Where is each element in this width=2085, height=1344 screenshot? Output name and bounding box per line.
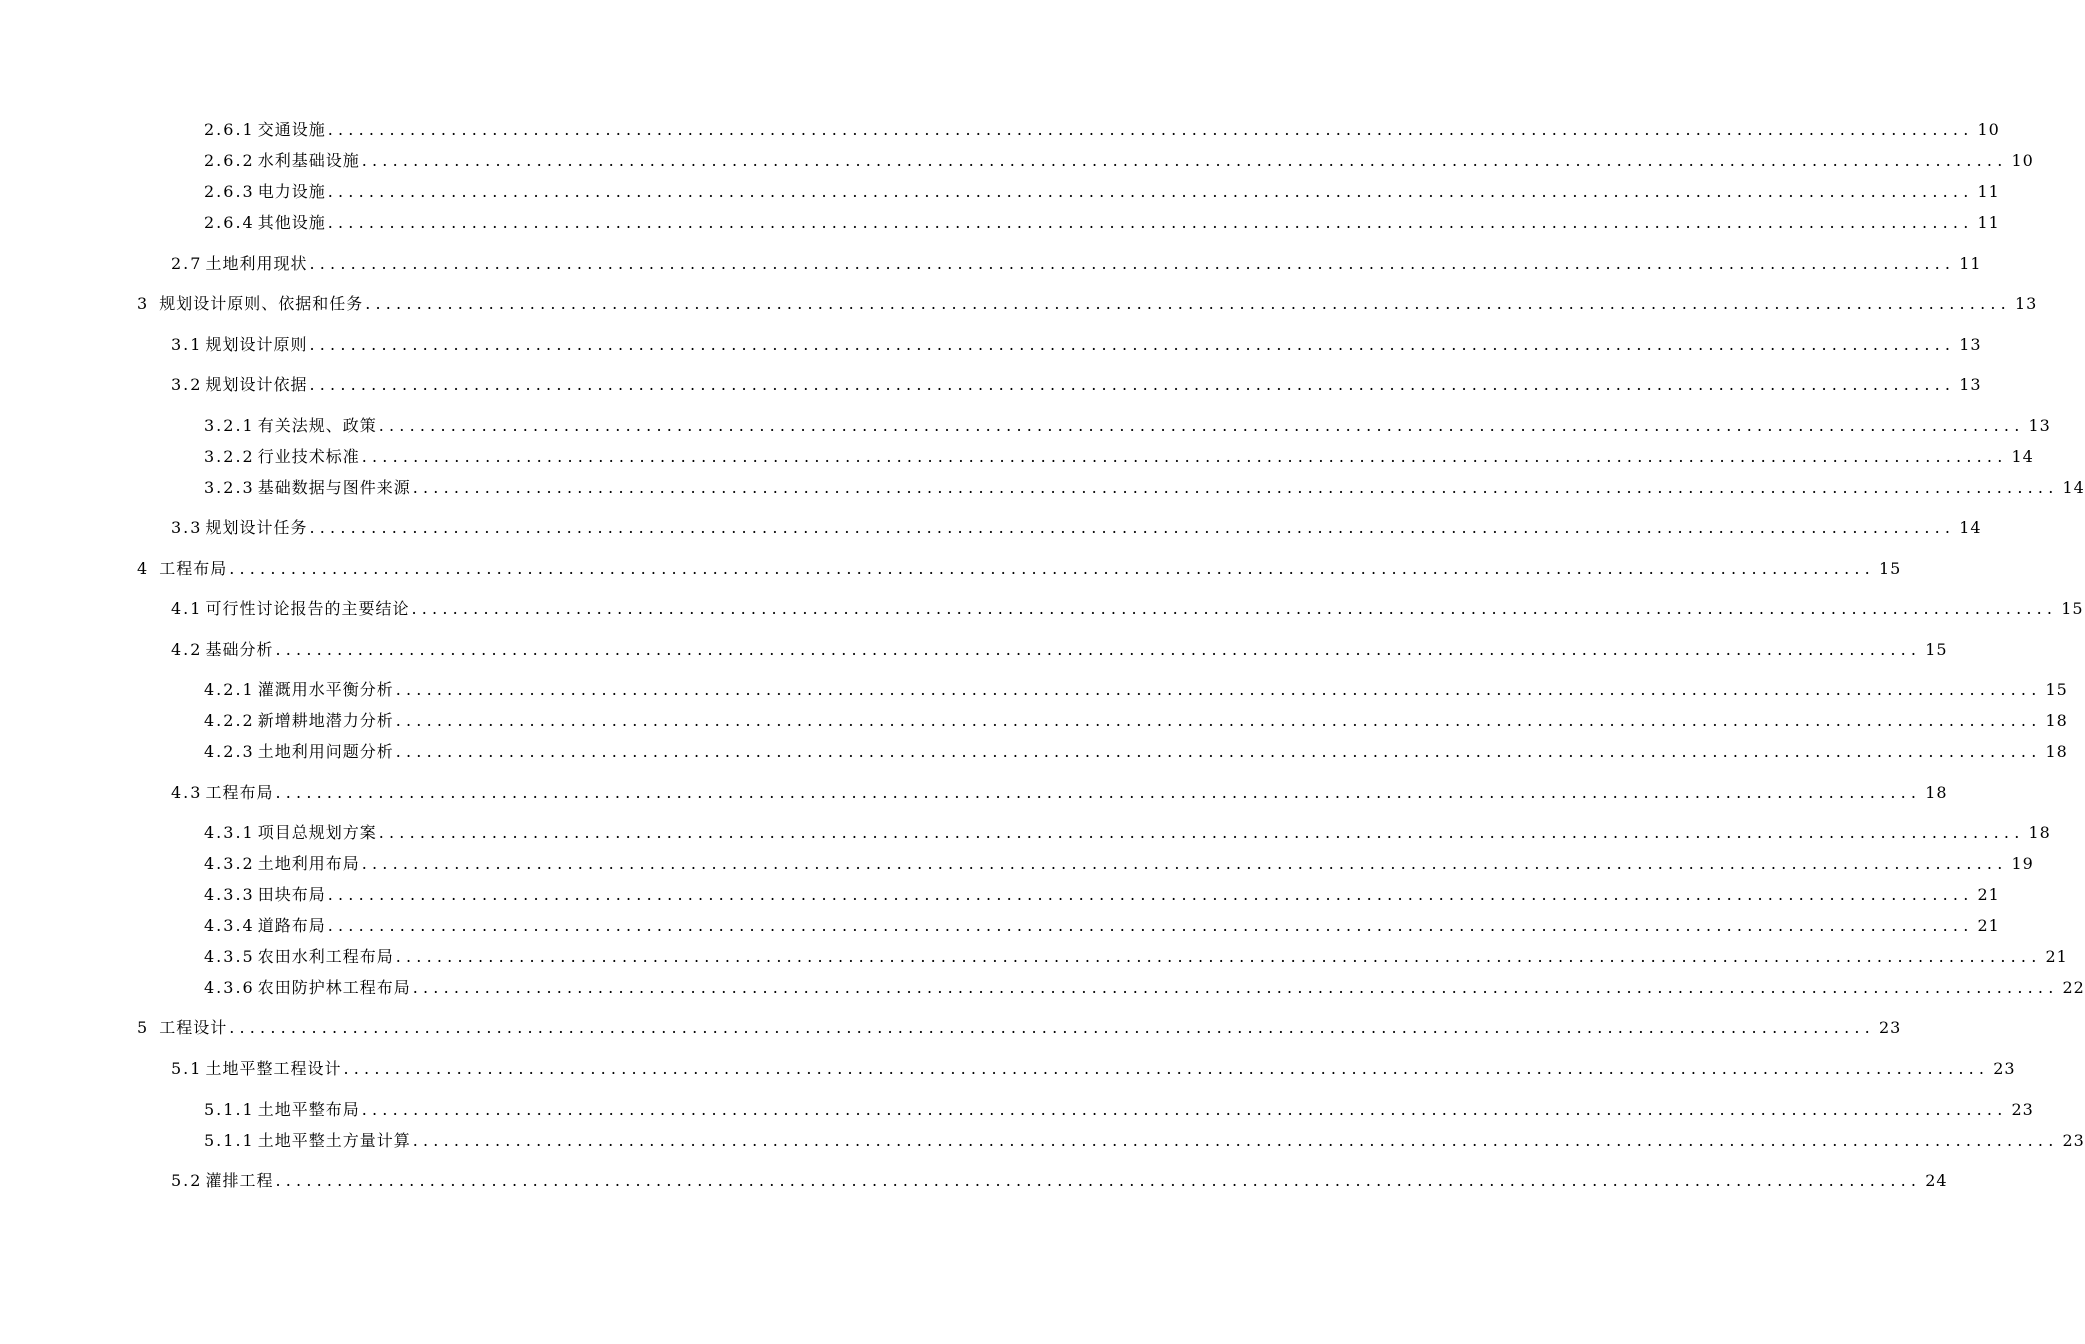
toc-leader-dots: ................................................................................................................................................................ [327,916,1974,935]
toc-entry-number: 3.2 [171,375,203,394]
toc-leader-dots: ................................................................................................................................................................ [309,375,1956,394]
toc-entry-title: 行业技术标准 [257,447,360,466]
toc-entry-title: 电力设施 [257,182,326,201]
toc-entry-title: 田块布局 [257,885,326,904]
toc-leader-dots: ................................................................................................................................................................ [395,680,2042,699]
toc-entry[interactable] [204,213,2000,233]
toc-leader-dots: ................................................................................................................................................................ [229,559,1875,578]
toc-entry[interactable] [171,783,1948,803]
toc-entry-number: 3.2.2 [204,447,255,466]
toc-entry-title: 工程布局 [159,559,228,578]
toc-entry-page: 18 [2045,711,2068,730]
toc-entry-page: 18 [2028,823,2051,842]
toc-entry-number: 4.3.3 [204,885,255,904]
toc-entry[interactable] [204,182,2000,202]
toc-entry-number: 2.7 [171,254,203,273]
toc-entry-title: 规划设计依据 [205,375,308,394]
toc-entry-number: 4.3.1 [204,823,255,842]
toc-entry-page: 15 [1878,559,1902,578]
toc-entry[interactable] [171,335,1982,355]
toc-leader-dots: ................................................................................................................................................................ [327,213,1974,232]
toc-entry-page: 23 [1993,1059,2016,1078]
toc-entry-page: 13 [2014,294,2038,313]
toc-entry-page: 23 [2011,1100,2034,1119]
toc-entry[interactable] [204,947,2068,967]
toc-entry[interactable] [204,151,2034,171]
toc-entry-title: 有关法规、政策 [257,416,377,435]
toc-entry-page: 13 [1959,375,1982,394]
toc-entry-number: 5.1 [171,1059,203,1078]
toc-entry-number: 4.2 [171,640,203,659]
toc-entry-title: 道路布局 [257,916,326,935]
toc-entry[interactable] [171,1059,2016,1079]
toc-entry-number: 2.6.2 [204,151,255,170]
toc-entry-title: 农田防护林工程布局 [257,978,411,997]
toc-leader-dots: ................................................................................................................................................................ [412,478,2059,497]
toc-leader-dots: ................................................................................................................................................................ [309,335,1956,354]
toc-leader-dots: ................................................................................................................................................................ [327,885,1974,904]
toc-entry-title: 土地利用现状 [205,254,308,273]
toc-entry-number: 5.1.1 [204,1131,255,1150]
toc-entry-number: 2.6.1 [204,120,255,139]
toc-entry-page: 10 [2011,151,2034,170]
toc-entry[interactable] [204,978,2085,998]
toc-entry-number: 4.3 [171,783,203,802]
toc-leader-dots: ................................................................................................................................................................ [229,1018,1875,1037]
toc-entry[interactable] [204,680,2068,700]
toc-entry-page: 14 [2011,447,2034,466]
toc-entry[interactable] [204,916,2000,936]
toc-entry-title: 基础分析 [205,640,274,659]
toc-entry[interactable] [171,254,1982,274]
toc-entry[interactable] [204,447,2034,467]
toc-leader-dots: ................................................................................................................................................................ [327,120,1974,139]
toc-entry-title: 新增耕地潜力分析 [257,711,394,730]
toc-entry-title: 灌排工程 [205,1171,274,1190]
toc-entry[interactable] [204,416,2051,436]
toc-entry-number: 2.6.4 [204,213,255,232]
toc-leader-dots: ................................................................................................................................................................ [412,1131,2059,1150]
toc-entry-title: 工程设计 [159,1018,228,1037]
toc-leader-dots: ................................................................................................................................................................ [361,1100,2008,1119]
toc-entry[interactable] [204,1100,2034,1120]
toc-leader-dots: ................................................................................................................................................................ [275,783,1922,802]
toc-entry[interactable] [204,478,2085,498]
toc-leader-dots: ................................................................................................................................................................ [395,711,2042,730]
toc-entry-title: 土地利用布局 [257,854,360,873]
toc-entry-page: 15 [1925,640,1948,659]
toc-entry-number: 5.1.1 [204,1100,255,1119]
toc-leader-dots: ................................................................................................................................................................ [395,947,2042,966]
toc-entry-number: 4.3.2 [204,854,255,873]
toc-leader-dots: ................................................................................................................................................................ [361,151,2008,170]
toc-entry-title: 基础数据与图件来源 [257,478,411,497]
toc-entry-page: 18 [2045,742,2068,761]
toc-entry-page: 24 [1925,1171,1948,1190]
toc-entry[interactable] [171,375,1982,395]
toc-entry-title: 土地平整布局 [257,1100,360,1119]
toc-entry[interactable] [204,885,2000,905]
toc-entry-number: 4.3.5 [204,947,255,966]
toc-leader-dots: ................................................................................................................................................................ [275,1171,1922,1190]
toc-entry-page: 21 [1977,916,2000,935]
toc-entry[interactable] [204,120,2000,140]
toc-leader-dots: ................................................................................................................................................................ [411,599,2058,618]
toc-leader-dots: ................................................................................................................................................................ [343,1059,1990,1078]
toc-entry-number: 2.6.3 [204,182,255,201]
toc-entry[interactable] [204,1131,2085,1151]
toc-entry-number: 4.2.1 [204,680,255,699]
toc-entry-page: 10 [1977,120,2000,139]
toc-entry-title: 交通设施 [257,120,326,139]
toc-leader-dots: ................................................................................................................................................................ [309,518,1956,537]
toc-entry-page: 15 [2045,680,2068,699]
toc-entry[interactable] [137,294,2038,314]
toc-entry-number: 4.3.4 [204,916,255,935]
toc-entry-title: 灌溉用水平衡分析 [257,680,394,699]
toc-entry-page: 19 [2011,854,2034,873]
toc-entry-number: 4.1 [171,599,203,618]
toc-entry[interactable] [204,854,2034,874]
toc-leader-dots: ................................................................................................................................................................ [378,823,2025,842]
toc-leader-dots: ................................................................................................................................................................ [275,640,1922,659]
toc-entry-page: 13 [1959,335,1982,354]
toc-entry-number: 4.3.6 [204,978,255,997]
toc-leader-dots: ................................................................................................................................................................ [327,182,1974,201]
toc-entry[interactable] [171,1171,1948,1191]
toc-entry-page: 22 [2062,978,2085,997]
toc-entry-number: 5.2 [171,1171,203,1190]
toc-leader-dots: ................................................................................................................................................................ [361,447,2008,466]
toc-leader-dots: ................................................................................................................................................................ [378,416,2025,435]
toc-entry-page: 21 [1977,885,2000,904]
toc-entry-page: 23 [1878,1018,1902,1037]
toc-entry-number: 3.3 [171,518,203,537]
toc-leader-dots: ................................................................................................................................................................ [395,742,2042,761]
toc-entry-page: 15 [2061,599,2084,618]
toc-entry[interactable] [204,742,2068,762]
toc-entry-page: 14 [1959,518,1982,537]
toc-entry-number: 4 [137,559,150,578]
toc-entry-title: 项目总规划方案 [257,823,377,842]
toc-entry-page: 18 [1925,783,1948,802]
toc-entry-page: 13 [2028,416,2051,435]
toc-entry[interactable] [204,711,2068,731]
toc-entry-number: 4.2.3 [204,742,255,761]
toc-entry-title: 规划设计原则、依据和任务 [159,294,364,313]
toc-leader-dots: ................................................................................................................................................................ [365,294,2011,313]
toc-entry-title: 土地平整工程设计 [205,1059,342,1078]
toc-entry[interactable] [137,1018,1902,1038]
toc-entry-number: 3.2.3 [204,478,255,497]
toc-entry-page: 11 [1977,182,2000,201]
toc-entry[interactable] [171,640,1948,660]
toc-entry[interactable] [137,559,1902,579]
toc-entry-number: 5 [137,1018,150,1037]
toc-entry-title: 工程布局 [205,783,274,802]
toc-entry-title: 水利基础设施 [257,151,360,170]
toc-entry-page: 14 [2062,478,2085,497]
toc-entry-number: 3 [137,294,150,313]
toc-entry-title: 可行性讨论报告的主要结论 [205,599,410,618]
toc-entry-number: 4.2.2 [204,711,255,730]
toc-entry-number: 3.2.1 [204,416,255,435]
toc-entry[interactable] [204,823,2051,843]
toc-entry-title: 土地平整土方量计算 [257,1131,411,1150]
toc-entry-page: 11 [1977,213,2000,232]
toc-leader-dots: ................................................................................................................................................................ [361,854,2008,873]
toc-entry-title: 规划设计原则 [205,335,308,354]
toc-entry-title: 土地利用问题分析 [257,742,394,761]
toc-entry-page: 23 [2062,1131,2085,1150]
toc-entry[interactable] [171,599,2084,619]
toc-leader-dots: ................................................................................................................................................................ [412,978,2059,997]
toc-entry-title: 农田水利工程布局 [257,947,394,966]
toc-entry[interactable] [171,518,1982,538]
toc-entry-page: 11 [1959,254,1982,273]
toc-entry-page: 21 [2045,947,2068,966]
toc-entry-number: 3.1 [171,335,203,354]
toc-entry-title: 其他设施 [257,213,326,232]
toc-entry-title: 规划设计任务 [205,518,308,537]
toc-leader-dots: ................................................................................................................................................................ [309,254,1956,273]
